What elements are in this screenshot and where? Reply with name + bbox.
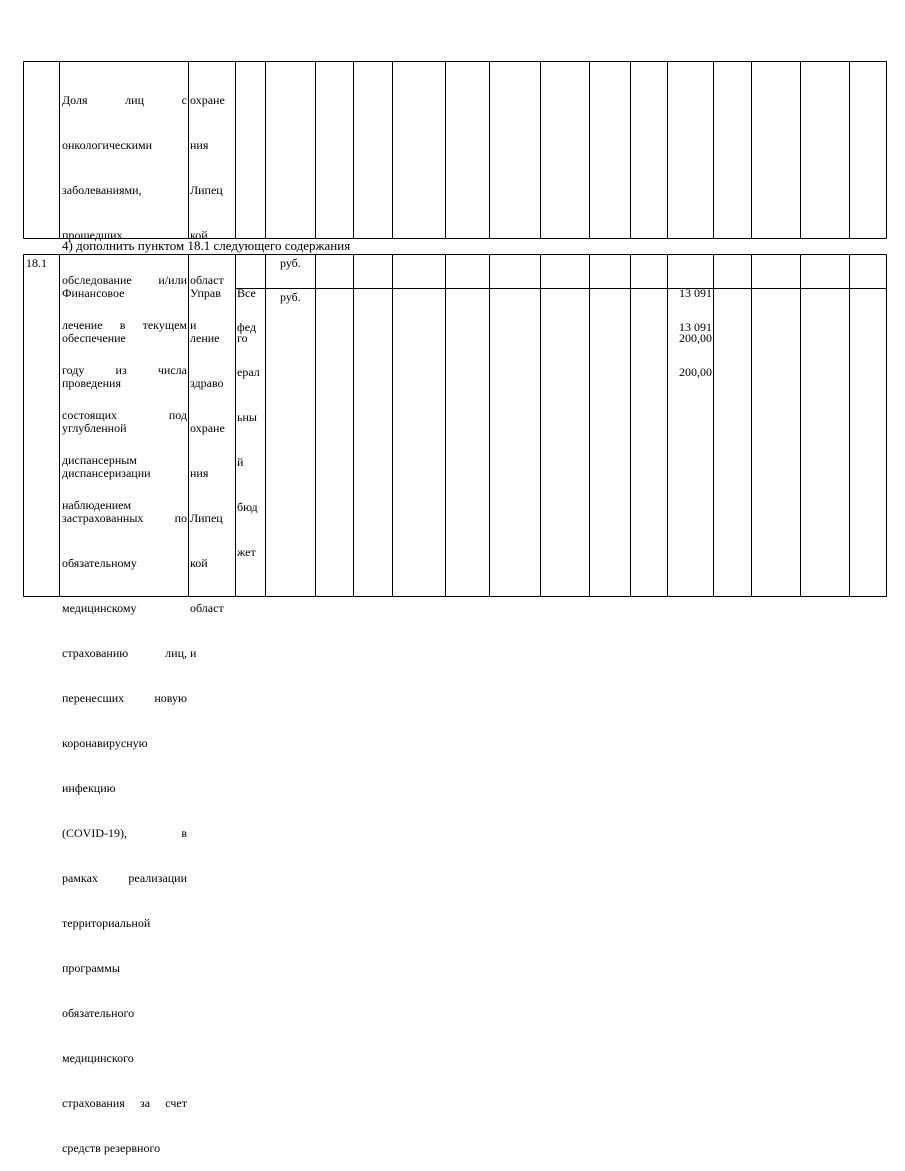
unit-cell: руб. bbox=[280, 290, 301, 304]
text-line: охране bbox=[190, 93, 225, 107]
text-line: страхования за счет bbox=[62, 1096, 187, 1110]
text-line: инфекцию bbox=[62, 781, 116, 795]
text-line: 200,00 bbox=[679, 365, 712, 379]
text-line: заболеваниями, bbox=[62, 183, 142, 197]
text-line: рамках реализации bbox=[62, 871, 187, 885]
text-line: обязательного bbox=[62, 1006, 135, 1020]
text-line: 13 091 bbox=[679, 286, 712, 300]
text-line: застрахованных по bbox=[62, 511, 187, 525]
text-line: ьны bbox=[237, 410, 257, 424]
text-line: прошедших bbox=[62, 228, 123, 242]
text-line: кой bbox=[190, 228, 208, 242]
text-line: й bbox=[237, 455, 244, 469]
amount-cell bbox=[668, 290, 712, 395]
text-line: наблюдением bbox=[62, 498, 132, 512]
text-line: средств резервного bbox=[62, 1141, 161, 1155]
text-line: (COVID-19), в bbox=[62, 826, 187, 840]
text-line: кой bbox=[190, 556, 208, 570]
text-line: Управ bbox=[190, 286, 221, 300]
text-line: проведения bbox=[62, 376, 121, 390]
text-line: диспансеризации bbox=[62, 466, 151, 480]
text-line: бюд bbox=[237, 500, 258, 514]
text-line: Липец bbox=[190, 511, 223, 525]
text-line: диспансерным bbox=[62, 453, 137, 467]
text-line: Финансовое bbox=[62, 286, 125, 300]
text-line: Липец bbox=[190, 183, 223, 197]
amendment-note: 4) дополнить пунктом 18.1 следующего содержания bbox=[62, 238, 351, 253]
text-line: и bbox=[190, 318, 197, 332]
text-line: углубленной bbox=[62, 421, 127, 435]
text-line: област bbox=[190, 273, 224, 287]
measure-name-cell bbox=[62, 256, 187, 1171]
text-line: обязательному bbox=[62, 556, 137, 570]
text-line: ния bbox=[190, 138, 209, 152]
text-line: охране bbox=[190, 421, 225, 435]
text-line: 200,00 bbox=[679, 331, 712, 345]
text-line: здраво bbox=[190, 376, 224, 390]
text-line: и bbox=[190, 646, 197, 660]
text-line: медицинского bbox=[62, 1051, 134, 1065]
text-line: обеспечение bbox=[62, 331, 126, 345]
text-line: онкологическими bbox=[62, 138, 153, 152]
executor-cell bbox=[190, 256, 235, 676]
text-line: программы bbox=[62, 961, 120, 975]
text-line: ление bbox=[190, 331, 220, 345]
text-line: территориальной bbox=[62, 916, 151, 930]
text-line: 13 091 bbox=[679, 320, 712, 334]
text-line: году из числа bbox=[62, 363, 187, 377]
text-line: медицинскому bbox=[62, 601, 137, 615]
text-line: страхованию лиц, bbox=[62, 646, 187, 660]
text-line: ния bbox=[190, 466, 209, 480]
text-line: жет bbox=[237, 545, 256, 559]
text-line: Все bbox=[237, 286, 256, 300]
text-line: перенесших новую bbox=[62, 691, 187, 705]
text-line: ерал bbox=[237, 365, 260, 379]
text-line: состоящих под bbox=[62, 408, 187, 422]
text-line: Доля лиц с bbox=[62, 93, 187, 107]
text-line: го bbox=[237, 331, 248, 345]
text-line: област bbox=[190, 601, 224, 615]
text-line: коронавирусную bbox=[62, 736, 148, 750]
unit-cell: руб. bbox=[280, 256, 301, 270]
row-number: 18.1 bbox=[26, 256, 47, 270]
text-line: обследование и/или bbox=[62, 273, 187, 287]
funding-source-federal bbox=[237, 290, 265, 575]
text-line: лечение в текущем bbox=[62, 318, 187, 332]
text-line: фед bbox=[237, 320, 257, 334]
